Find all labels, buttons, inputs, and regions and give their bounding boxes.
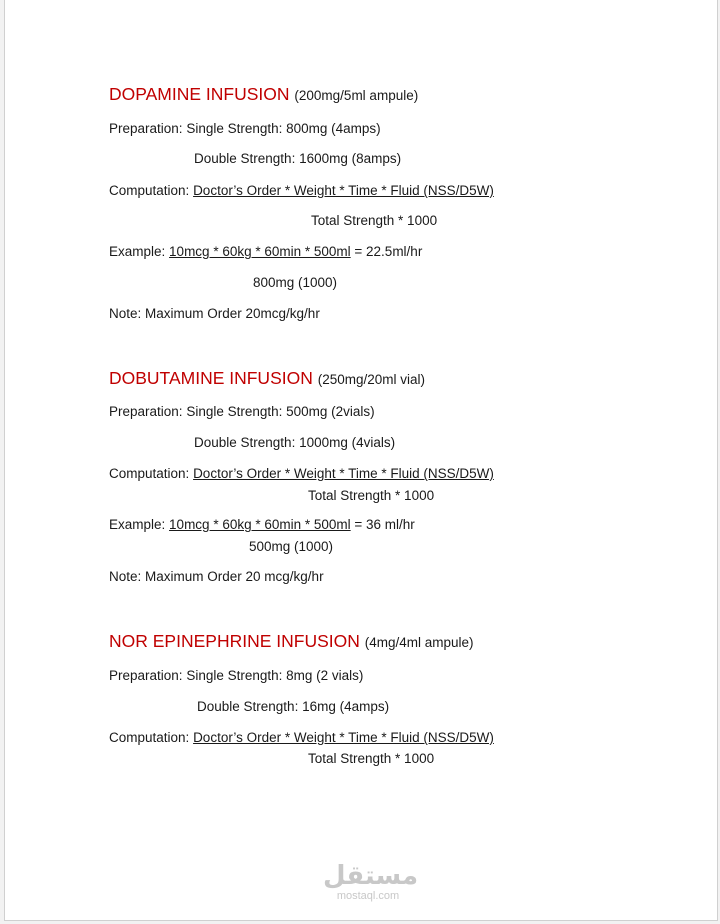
preparation-double-norepinephrine: Double Strength: 16mg (4amps): [197, 699, 390, 714]
computation-norepinephrine: Computation: Doctor’s Order * Weight * Time * Fluid (NSS/D5W): [109, 730, 494, 745]
example-numerator: 10mcg * 60kg * 60min * 500ml: [169, 244, 351, 259]
preparation-single-dopamine: Preparation: Single Strength: 800mg (4amps): [109, 121, 381, 136]
computation-denominator-dopamine: Total Strength * 1000: [311, 213, 438, 228]
preparation-single-norepinephrine: Preparation: Single Strength: 8mg (2 vials): [109, 668, 364, 683]
section-title-dobutamine: DOBUTAMINE INFUSION (250mg/20ml vial): [109, 368, 426, 388]
example-numerator: 10mcg * 60kg * 60min * 500ml: [169, 517, 351, 532]
computation-numerator: Doctor’s Order * Weight * Time * Fluid (NSS/D5W): [193, 730, 494, 745]
note-dopamine: Note: Maximum Order 20mcg/kg/hr: [109, 306, 320, 321]
packaging-dopamine: (200mg/5ml ampule): [294, 88, 419, 103]
document-page: [4, 0, 718, 921]
example-denominator-dobutamine: 500mg (1000): [249, 539, 334, 554]
example-dobutamine: Example: 10mcg * 60kg * 60min * 500ml = 36 ml/hr: [109, 517, 415, 532]
computation-dobutamine: Computation: Doctor’s Order * Weight * Time * Fluid (NSS/D5W): [109, 466, 494, 481]
note-dobutamine: Note: Maximum Order 20 mcg/kg/hr: [109, 569, 324, 584]
preparation-double-dopamine: Double Strength: 1600mg (8amps): [194, 151, 402, 166]
computation-denominator-dobutamine: Total Strength * 1000: [308, 488, 435, 503]
example-dopamine: Example: 10mcg * 60kg * 60min * 500ml = 22.5ml/hr: [109, 244, 423, 259]
watermark-arabic: مستقل: [323, 861, 419, 891]
computation-numerator: Doctor’s Order * Weight * Time * Fluid (NSS/D5W): [193, 183, 494, 198]
section-title-norepinephrine: NOR EPINEPHRINE INFUSION (4mg/4ml ampule): [109, 631, 474, 651]
watermark-latin: mostaql.com: [336, 890, 400, 902]
example-denominator-dopamine: 800mg (1000): [253, 275, 338, 290]
packaging-norepinephrine: (4mg/4ml ampule): [364, 635, 474, 650]
packaging-dobutamine: (250mg/20ml vial): [317, 372, 426, 387]
preparation-single-dobutamine: Preparation: Single Strength: 500mg (2vials): [109, 404, 375, 419]
section-title-dopamine: DOPAMINE INFUSION (200mg/5ml ampule): [109, 84, 419, 104]
computation-denominator-norepinephrine: Total Strength * 1000: [308, 751, 435, 766]
preparation-double-dobutamine: Double Strength: 1000mg (4vials): [194, 435, 396, 450]
watermark-logo: [323, 861, 419, 902]
computation-dopamine: Computation: Doctor’s Order * Weight * Time * Fluid (NSS/D5W): [109, 183, 494, 198]
computation-numerator: Doctor’s Order * Weight * Time * Fluid (NSS/D5W): [193, 466, 494, 481]
